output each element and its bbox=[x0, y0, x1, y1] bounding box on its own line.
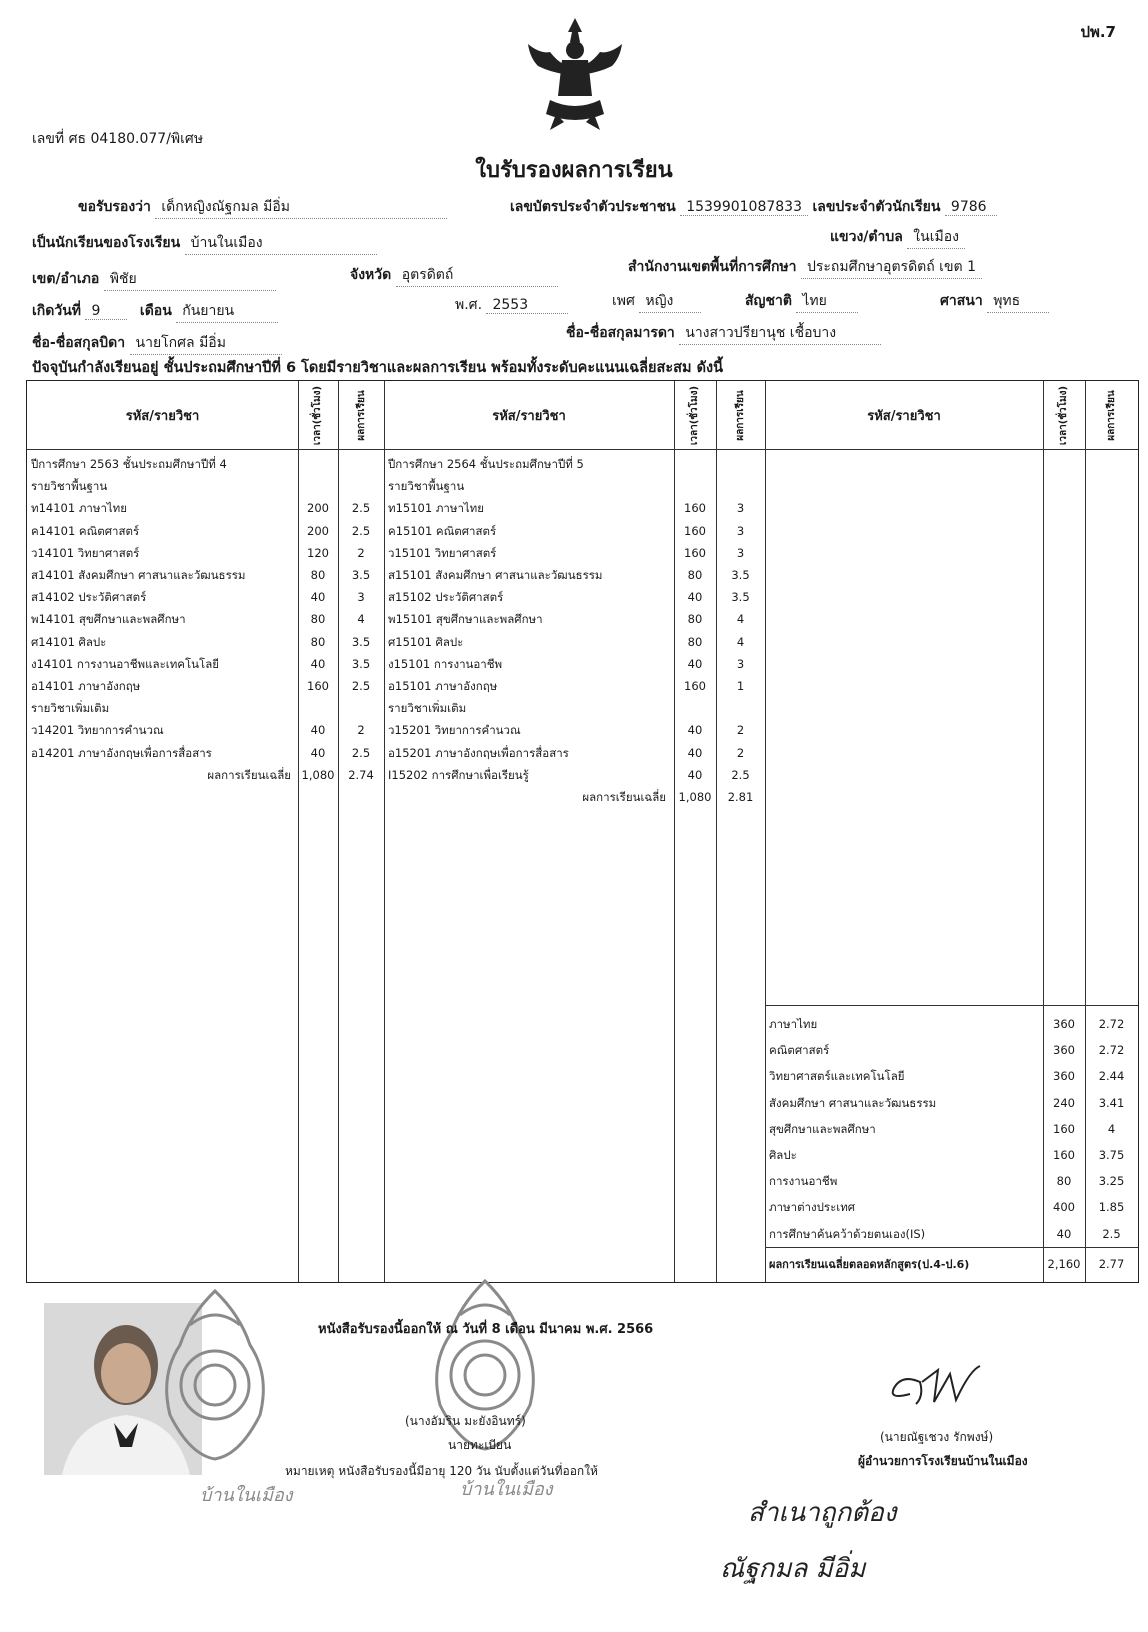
subject-name: I15202 การศึกษาเพื่อเรียนรู้ bbox=[388, 767, 529, 782]
subject-grade: 2.72 bbox=[1098, 1043, 1125, 1058]
subject-grade: 2 bbox=[357, 545, 365, 560]
subject-hours bbox=[674, 453, 716, 476]
subject-name: อ15201 ภาษาอังกฤษเพื่อการสื่อสาร bbox=[388, 745, 569, 760]
director-name: (นายณัฐเชวง รักพงษ์) bbox=[880, 1430, 994, 1444]
subject-name: อ14201 ภาษาอังกฤษเพื่อการสื่อสาร bbox=[31, 745, 212, 760]
school-label: เป็นนักเรียนของโรงเรียน bbox=[32, 235, 181, 251]
validity-note: หมายเหตุ หนังสือรับรองนี้มีอายุ 120 วัน นับตั้งแต่วันที่ออกให้ bbox=[285, 1464, 598, 1478]
subject-grade bbox=[338, 475, 384, 498]
subject-grade: 3 bbox=[736, 501, 745, 516]
certify-label: ขอรับรองว่า bbox=[78, 199, 151, 215]
handwritten-signature-name: ณัฐกมล มีอิ่ม bbox=[720, 1554, 866, 1584]
subdistrict-label: แขวง/ตำบล bbox=[830, 229, 903, 245]
birth-day: 9 bbox=[85, 303, 127, 320]
subject-grade: 3.41 bbox=[1098, 1095, 1125, 1110]
mother-name: นางสาวปรียานุช เชื้อบาง bbox=[679, 322, 881, 345]
nationality-line bbox=[745, 290, 858, 313]
subject-hours: 80 bbox=[687, 634, 703, 649]
subject-grade: 4 bbox=[1107, 1121, 1116, 1136]
subject-hours: 80 bbox=[310, 568, 326, 582]
subject-grade: 3.5 bbox=[731, 568, 750, 582]
subject-grade: 2.74 bbox=[348, 767, 374, 782]
subject-hours: 80 bbox=[1056, 1174, 1072, 1189]
overall-grade: 2.77 bbox=[1098, 1257, 1125, 1271]
subject-hours bbox=[298, 453, 338, 476]
subject-hours: 1,080 bbox=[301, 767, 335, 782]
subject-hours: 160 bbox=[1053, 1121, 1075, 1136]
subject-name: อ15101 ภาษาอังกฤษ bbox=[388, 679, 498, 693]
subject-name: ศ14101 ศิลปะ bbox=[31, 634, 107, 649]
subject-hours: 40 bbox=[310, 656, 326, 671]
subject-grade: 4 bbox=[736, 612, 745, 627]
subject-hours: 40 bbox=[310, 723, 326, 738]
subject-grade: 2.5 bbox=[1102, 1226, 1121, 1241]
certify-line bbox=[78, 196, 447, 219]
subject-grade: 3.5 bbox=[731, 590, 750, 605]
nationality-label: สัญชาติ bbox=[745, 293, 792, 309]
subject-name: การศึกษาค้นคว้าด้วยตนเอง(IS) bbox=[769, 1226, 926, 1241]
director-signature-icon bbox=[880, 1360, 990, 1420]
issue-date: หนังสือรับรองนี้ออกให้ ณ วันที่ 8 เดือน มีนาคม พ.ศ. 2566 bbox=[318, 1322, 654, 1337]
subject-hours: 1,080 bbox=[678, 790, 712, 804]
grade-header-3: ผลการเรียน bbox=[1105, 389, 1117, 441]
education-office: ประถมศึกษาอุตรดิตถ์ เขต 1 bbox=[801, 256, 982, 279]
district: พิชัย bbox=[104, 268, 276, 291]
subject-hours bbox=[674, 697, 716, 720]
subject-hours: 80 bbox=[310, 634, 326, 649]
registrar-title: นายทะเบียน bbox=[448, 1438, 512, 1452]
religion-label: ศาสนา bbox=[940, 293, 983, 309]
seal-text-1: บ้านในเมือง bbox=[200, 1485, 293, 1506]
subject-name: ง14101 การงานอาชีพและเทคโนโลยี bbox=[31, 656, 219, 671]
subject-name: ง15101 การงานอาชีพ bbox=[388, 656, 503, 671]
id-number: 1539901087833 bbox=[680, 199, 808, 216]
subject-hours: 160 bbox=[684, 679, 706, 693]
subject-grade: 3.5 bbox=[351, 634, 371, 649]
registrar-name: (นางอัมริน มะยังอินทร์) bbox=[405, 1414, 526, 1428]
subject-name: อ14101 ภาษาอังกฤษ bbox=[31, 679, 141, 693]
subject-grade: 3 bbox=[357, 590, 365, 605]
subject-grade: 3 bbox=[736, 545, 745, 560]
subject-grade bbox=[716, 697, 765, 720]
subject-grade: 2.5 bbox=[351, 679, 371, 693]
subject-hours: 160 bbox=[307, 679, 329, 693]
office-line bbox=[628, 256, 982, 279]
subject-header-2: รหัส/รายวิชา bbox=[492, 408, 566, 424]
birthday-line bbox=[32, 300, 278, 323]
subject-name: ส15102 ประวัติศาสตร์ bbox=[388, 590, 504, 605]
director-title: ผู้อำนวยการโรงเรียนบ้านในเมือง bbox=[858, 1454, 1028, 1468]
school-name: บ้านในเมือง bbox=[185, 232, 377, 255]
id-label: เลขบัตรประจำตัวประชาชน bbox=[510, 199, 676, 215]
province: อุตรดิตถ์ bbox=[396, 264, 558, 287]
subject-grade: 4 bbox=[736, 634, 745, 649]
subject-name: ว15201 วิทยาการคำนวณ bbox=[388, 723, 521, 738]
overall-label: ผลการเรียนเฉลี่ยตลอดหลักสูตร(ป.4-ป.6) bbox=[769, 1258, 970, 1271]
subject-name: ว14101 วิทยาศาสตร์ bbox=[31, 545, 140, 560]
subject-hours: 160 bbox=[684, 545, 706, 560]
certificate-number: เลขที่ ศธ 04180.077/พิเศษ bbox=[32, 131, 204, 147]
district-line bbox=[32, 268, 276, 291]
subject-hours: 360 bbox=[1053, 1069, 1075, 1084]
sex-line bbox=[612, 290, 701, 313]
subject-hours: 40 bbox=[687, 590, 703, 605]
subject-hours: 80 bbox=[310, 612, 326, 627]
school-line bbox=[32, 232, 377, 255]
subject-hours: 40 bbox=[310, 745, 326, 760]
sex: หญิง bbox=[639, 290, 701, 313]
sex-label: เพศ bbox=[612, 293, 635, 309]
subject-name: สุขศึกษาและพลศึกษา bbox=[769, 1121, 876, 1136]
hours-header-3: เวลา(ชั่วโมง) bbox=[1058, 385, 1070, 445]
seal-text-2: บ้านในเมือง bbox=[460, 1479, 553, 1500]
subject-name: สังคมศึกษา ศาสนาและวัฒนธรรม bbox=[769, 1095, 937, 1110]
subject-grade: 1 bbox=[736, 679, 745, 693]
subject-grade: 2.72 bbox=[1098, 1017, 1125, 1031]
subject-hours: 200 bbox=[307, 501, 329, 516]
subject-hours: 40 bbox=[310, 590, 326, 605]
school-seal-icon bbox=[150, 1285, 280, 1465]
father-line bbox=[32, 332, 282, 355]
average-label: ผลการเรียนเฉลี่ย bbox=[582, 790, 666, 804]
father-name: นายโกศล มีอิ่ม bbox=[130, 332, 282, 355]
subject-name: วิทยาศาสตร์และเทคโนโลยี bbox=[769, 1069, 905, 1084]
subject-name: ค14101 คณิตศาสตร์ bbox=[31, 523, 140, 538]
grade-header-1: ผลการเรียน bbox=[355, 389, 367, 441]
subject-hours: 80 bbox=[687, 612, 703, 627]
document-code: ปพ.7 bbox=[1080, 23, 1116, 41]
hours-header-1: เวลา(ชั่วโมง) bbox=[312, 385, 324, 445]
subject-hours: 200 bbox=[307, 523, 329, 538]
subject-grade: 2 bbox=[357, 723, 365, 738]
subject-name: ปีการศึกษา 2563 ชั้นประถมศึกษาปีที่ 4 bbox=[31, 457, 227, 471]
subject-grade: 2.5 bbox=[351, 745, 371, 760]
subject-grade: 2 bbox=[736, 745, 745, 760]
subject-name: ศ15101 ศิลปะ bbox=[388, 634, 464, 649]
subject-hours: 40 bbox=[687, 745, 703, 760]
birth-month: กันยายน bbox=[176, 300, 278, 323]
subject-grade: 2.5 bbox=[351, 501, 371, 516]
subject-grade: 3.75 bbox=[1098, 1148, 1125, 1162]
subject-hours: 80 bbox=[687, 568, 703, 582]
subject-name: รายวิชาพื้นฐาน bbox=[31, 479, 108, 494]
student-number: 9786 bbox=[945, 199, 997, 216]
document-title: ใบรับรองผลการเรียน bbox=[475, 158, 673, 183]
subject-grade: 3 bbox=[736, 523, 745, 538]
subject-name: ปีการศึกษา 2564 ชั้นประถมศึกษาปีที่ 5 bbox=[388, 457, 584, 471]
subject-grade bbox=[338, 453, 384, 476]
province-line bbox=[350, 264, 558, 287]
subject-name: ท14101 ภาษาไทย bbox=[31, 501, 127, 516]
id-line bbox=[510, 196, 997, 218]
subject-hours: 160 bbox=[1053, 1148, 1075, 1162]
birth-year: 2553 bbox=[486, 297, 568, 314]
subject-name: รายวิชาพื้นฐาน bbox=[388, 479, 465, 494]
subject-name: พ15101 สุขศึกษาและพลศึกษา bbox=[388, 612, 543, 627]
subject-grade: 3 bbox=[736, 656, 745, 671]
subject-hours: 40 bbox=[687, 767, 703, 782]
subject-grade: 3.5 bbox=[351, 568, 371, 582]
subject-name: ศิลปะ bbox=[769, 1148, 797, 1162]
birthday-label: เกิดวันที่ bbox=[32, 303, 82, 319]
mother-line bbox=[566, 322, 881, 345]
subject-header-3: รหัส/รายวิชา bbox=[867, 408, 941, 424]
subject-hours: 160 bbox=[684, 523, 706, 538]
subject-hours: 160 bbox=[684, 501, 706, 516]
father-label: ชื่อ-ชื่อสกุลบิดา bbox=[32, 335, 126, 351]
subject-hours: 240 bbox=[1053, 1095, 1075, 1110]
subject-name: ว15101 วิทยาศาสตร์ bbox=[388, 545, 497, 560]
study-statement: ปัจจุบันกำลังเรียนอยู่ ชั้นประถมศึกษาปีที่ 6 โดยมีรายวิชาและผลการเรียน พร้อมทั้งระดับคะแนนเฉลี่ยสะสม ดังนี้ bbox=[32, 360, 724, 376]
subject-grade: 2.81 bbox=[727, 790, 754, 804]
subdistrict-line bbox=[830, 226, 965, 249]
student-name: เด็กหญิงณัฐกมล มีอิ่ม bbox=[155, 196, 447, 219]
subject-header-1: รหัส/รายวิชา bbox=[125, 408, 200, 424]
grade-header-2: ผลการเรียน bbox=[735, 389, 747, 441]
subject-grade: 2.44 bbox=[1098, 1069, 1125, 1084]
hours-header-2: เวลา(ชั่วโมง) bbox=[689, 385, 701, 445]
office-label: สำนักงานเขตพื้นที่การศึกษา bbox=[628, 259, 797, 275]
subject-hours: 120 bbox=[307, 545, 329, 560]
religion-line bbox=[940, 290, 1049, 313]
grades-table bbox=[26, 380, 1139, 1283]
subject-name: รายวิชาเพิ่มเติม bbox=[388, 701, 467, 716]
year-label: พ.ศ. bbox=[455, 297, 483, 313]
subject-grade bbox=[716, 453, 765, 476]
subdistrict: ในเมือง bbox=[907, 226, 965, 249]
subject-grade: 3.25 bbox=[1098, 1174, 1125, 1189]
subject-hours bbox=[298, 697, 338, 720]
subject-name: ภาษาต่างประเทศ bbox=[769, 1200, 856, 1215]
subject-grade bbox=[338, 697, 384, 720]
subject-hours: 360 bbox=[1053, 1043, 1075, 1058]
birth-year-line bbox=[455, 294, 568, 316]
subject-name: พ14101 สุขศึกษาและพลศึกษา bbox=[31, 612, 186, 627]
subject-name: ว14201 วิทยาการคำนวณ bbox=[31, 723, 164, 738]
province-label: จังหวัด bbox=[350, 267, 392, 283]
month-label: เดือน bbox=[139, 303, 172, 319]
subject-name: ค15101 คณิตศาสตร์ bbox=[388, 523, 497, 538]
religion: พุทธ bbox=[987, 290, 1049, 313]
subject-hours bbox=[674, 475, 716, 498]
overall-hours: 2,160 bbox=[1047, 1257, 1081, 1271]
garuda-emblem-icon bbox=[520, 14, 630, 132]
subject-hours: 40 bbox=[687, 656, 703, 671]
subject-name: ส15101 สังคมศึกษา ศาสนาและวัฒนธรรม bbox=[388, 568, 603, 582]
subject-hours: 400 bbox=[1053, 1200, 1075, 1215]
subject-grade: 1.85 bbox=[1098, 1200, 1125, 1215]
subject-name: การงานอาชีพ bbox=[769, 1174, 838, 1189]
subject-name: ท15101 ภาษาไทย bbox=[388, 501, 484, 516]
mother-label: ชื่อ-ชื่อสกุลมารดา bbox=[566, 325, 675, 341]
subject-name: ส14101 สังคมศึกษา ศาสนาและวัฒนธรรม bbox=[31, 568, 246, 582]
subject-grade: 2.5 bbox=[731, 767, 750, 782]
student-no-label: เลขประจำตัวนักเรียน bbox=[812, 199, 941, 215]
subject-hours: 40 bbox=[687, 723, 703, 738]
subject-grade: 3.5 bbox=[351, 656, 371, 671]
district-label: เขต/อำเภอ bbox=[32, 271, 100, 287]
subject-grade: 2.5 bbox=[351, 523, 371, 538]
subject-grade bbox=[716, 475, 765, 498]
average-label: ผลการเรียนเฉลี่ย bbox=[207, 767, 291, 782]
subject-name: ภาษาไทย bbox=[769, 1017, 818, 1031]
subject-name: รายวิชาเพิ่มเติม bbox=[31, 701, 110, 716]
subject-grade: 2 bbox=[736, 723, 745, 738]
subject-name: คณิตศาสตร์ bbox=[769, 1043, 830, 1058]
handwritten-certified-copy: สำเนาถูกต้อง bbox=[748, 1498, 897, 1528]
subject-name: ส14102 ประวัติศาสตร์ bbox=[31, 590, 147, 605]
subject-hours bbox=[298, 475, 338, 498]
subject-grade: 4 bbox=[357, 612, 365, 627]
subject-hours: 360 bbox=[1053, 1017, 1075, 1031]
nationality: ไทย bbox=[796, 290, 858, 313]
subject-hours: 40 bbox=[1056, 1226, 1072, 1241]
